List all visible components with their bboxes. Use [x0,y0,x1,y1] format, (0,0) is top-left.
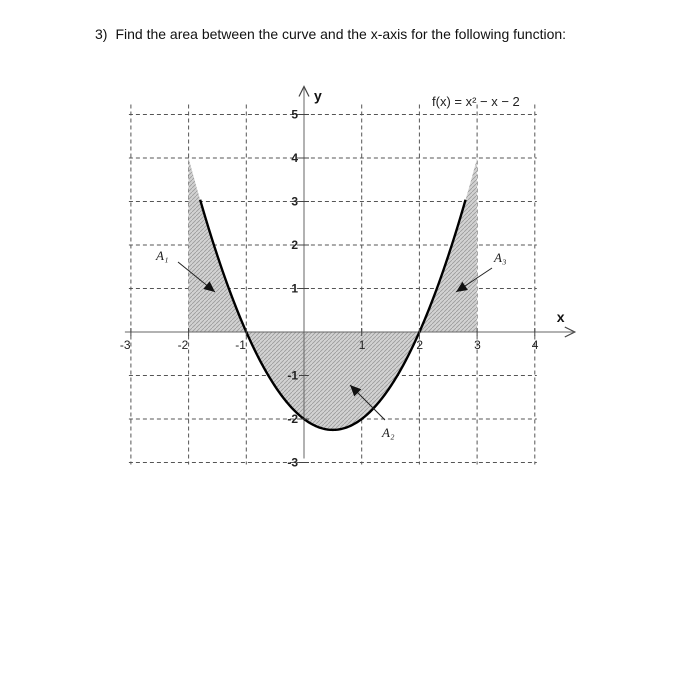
y-tick-label: 2 [291,238,298,252]
y-tick-label: 4 [291,151,298,165]
x-tick-label: 4 [531,338,539,352]
x-tick-label: 3 [474,338,481,352]
y-tick-label: 1 [291,281,298,296]
x-tick-label: -1 [235,338,246,352]
question-text: Find the area between the curve and the x-axis for the following function: [115,26,567,42]
x-axis-label: x [556,309,565,325]
x-tick-label: -2 [177,338,189,352]
y-tick-label: 3 [291,194,298,209]
y-tick-label: 5 [291,107,298,122]
x-tick-label: -3 [119,338,131,352]
y-tick-label: -3 [287,455,298,470]
question-number: 3) [95,26,108,42]
x-tick-label: 1 [358,338,366,352]
shaded-region-a3 [419,158,477,332]
y-axis-label: y [314,87,322,104]
function-label: f(x) = x² − x − 2 [432,94,520,109]
area-label-a3: A₃ [494,250,507,265]
area-label-a1: A₁ [156,248,169,263]
x-tick-label: 2 [416,338,424,352]
y-tick-label: -2 [287,412,298,426]
area-label-a2: A₂ [382,425,395,440]
y-tick-label: -1 [287,368,298,383]
